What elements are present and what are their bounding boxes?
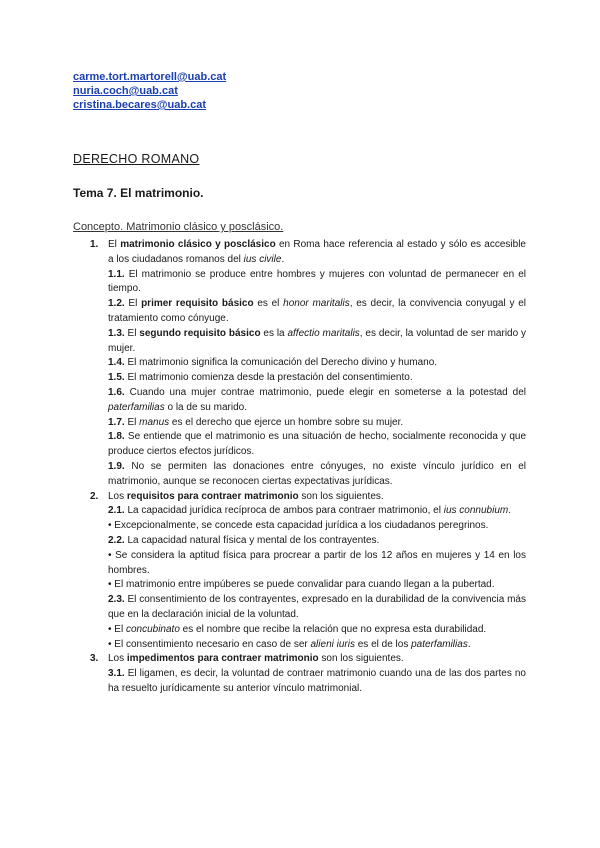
- text-run: paterfamilias: [411, 638, 468, 650]
- list-item-intro: [108, 238, 526, 268]
- text-run: manus: [139, 416, 170, 428]
- text-run: 1.2.: [108, 298, 125, 310]
- text-run: impedimentos para contraer matrimonio: [126, 653, 319, 665]
- text-run: en Roma hace referencia al estado y sólo es accesible a los ciudadanos romanos del: [108, 239, 526, 265]
- text-run: 2.2.: [108, 534, 125, 546]
- text-run: Se entiende que el matrimonio es una situación de hecho, socialmente reconocida y que produce ciertos efectos jurídicos.: [108, 431, 526, 458]
- text-run: El matrimonio comienza desde la prestación del consentimiento.: [124, 372, 413, 384]
- text-run: paterfamilias: [108, 401, 165, 413]
- text-run: 1.9.: [108, 460, 125, 472]
- text-run: • Excepcionalmente, se concede esta capacidad jurídica a los ciudadanos peregrinos.: [108, 520, 489, 532]
- sub-point: [108, 593, 526, 623]
- text-run: 1.6.: [108, 386, 125, 398]
- text-run: ius connubium: [443, 505, 509, 517]
- text-run: No se permiten las donaciones entre cónyuges, no existe vínculo jurídico en el matrimonio, aunque se reconocen ciertas expectativas jurídicas.: [108, 460, 526, 487]
- text-run: son los siguientes.: [298, 490, 384, 502]
- text-run: El matrimonio se produce entre hombres y mujeres con voluntad de permanecer en el tiempo.: [108, 268, 526, 295]
- sub-point: [108, 371, 526, 386]
- email-link[interactable]: carme.tort.martorell@uab.cat: [73, 71, 227, 83]
- text-run: La capacidad jurídica recíproca de ambos para contraer matrimonio, el: [124, 505, 444, 517]
- text-run: ius civile: [243, 253, 282, 265]
- text-run: Los: [108, 490, 127, 502]
- text-run: es el de los: [354, 638, 412, 650]
- text-run: 2.3.: [108, 594, 125, 606]
- text-run: El: [124, 416, 140, 428]
- text-run: 1.3.: [108, 327, 125, 339]
- list-item-1: [90, 238, 526, 490]
- text-run: matrimonio clásico y posclásico: [120, 239, 276, 250]
- text-run: affectio maritalis: [287, 327, 360, 339]
- topic-title: Tema 7. El matrimonio.: [73, 186, 204, 200]
- sub-point: [108, 460, 526, 490]
- text-run: requisitos para contraer matrimonio: [126, 490, 299, 502]
- text-run: 2.1.: [108, 505, 125, 517]
- sub-point: [108, 638, 526, 653]
- text-run: primer requisito básico: [141, 298, 254, 310]
- email-list: [73, 70, 226, 112]
- text-run: .: [508, 505, 512, 517]
- list-item-number: 2.: [90, 490, 99, 502]
- email-link[interactable]: nuria.coch@uab.cat: [73, 85, 178, 97]
- text-run: El: [124, 327, 140, 339]
- text-run: 1.7.: [108, 416, 125, 428]
- list-item-number: 1.: [90, 239, 99, 250]
- text-run: 1.8.: [108, 431, 125, 443]
- text-run: El: [108, 239, 121, 250]
- text-run: 1.4.: [108, 357, 125, 369]
- text-run: El matrimonio significa la comunicación del Derecho divino y humano.: [124, 357, 438, 369]
- sub-point: [108, 623, 526, 638]
- text-run: es el nombre que recibe la relación que no expresa esta durabilidad.: [179, 623, 487, 635]
- sub-point: [108, 578, 526, 593]
- sub-point: [108, 297, 526, 327]
- list-item-intro: [108, 490, 526, 505]
- text-run: son los siguientes.: [318, 653, 404, 665]
- text-run: Cuando una mujer contrae matrimonio, puede elegir en someterse a la potestad del: [124, 386, 526, 398]
- sub-point: [108, 386, 526, 416]
- text-run: La capacidad natural física y mental de los contrayentes.: [124, 534, 380, 546]
- sub-point: [108, 327, 526, 357]
- list-item-intro: [108, 652, 526, 667]
- section-heading: Concepto. Matrimonio clásico y posclásico.: [73, 221, 284, 233]
- sub-point: [108, 356, 526, 371]
- list-item-3: [90, 652, 526, 696]
- text-run: .: [467, 638, 471, 650]
- text-run: • El consentimiento necesario en caso de ser: [108, 638, 311, 650]
- text-run: 1.1.: [108, 268, 125, 280]
- text-run: segundo requisito básico: [139, 327, 261, 339]
- text-run: , es decir, la convivencia conyugal y el tratamiento como cónyuge.: [108, 298, 526, 324]
- list-item-2: [90, 490, 526, 653]
- text-run: concubinato: [125, 623, 180, 635]
- sub-point: [108, 534, 526, 549]
- text-run: , es decir, la voluntad de ser marido y mujer.: [108, 327, 527, 354]
- text-run: • El: [108, 623, 126, 635]
- sub-point: [108, 268, 526, 298]
- text-run: 1.5.: [108, 372, 125, 384]
- text-run: es el derecho que ejerce un hombre sobre su mujer.: [169, 416, 404, 428]
- sub-point: [108, 430, 526, 460]
- numbered-list: [90, 238, 526, 697]
- sub-point: [108, 504, 526, 519]
- text-run: honor maritalis: [283, 298, 350, 310]
- text-run: El consentimiento de los contrayentes, expresado en la durabilidad de la convivencia más que en la declaración inicial de la voluntad.: [108, 594, 526, 620]
- text-run: alieni iuris: [310, 638, 355, 650]
- email-link[interactable]: cristina.becares@uab.cat: [73, 99, 207, 111]
- text-run: Los: [108, 653, 127, 665]
- text-run: El ligamen, es decir, la voluntad de contraer matrimonio cuando una de las dos partes no ha resuelto jurídicamente su anterior vínculo matrimonial.: [108, 668, 526, 694]
- text-run: • El matrimonio entre impúberes se puede convalidar para cuando llegan a la pubertad.: [108, 579, 495, 591]
- list-item-number: 3.: [90, 653, 99, 665]
- sub-point: [108, 416, 526, 431]
- text-run: o la de su marido.: [164, 401, 247, 413]
- text-run: El: [124, 298, 142, 310]
- sub-point: [108, 667, 526, 697]
- sub-point: [108, 519, 526, 534]
- sub-point: [108, 549, 526, 579]
- text-run: es la: [260, 327, 288, 339]
- subject-heading: DERECHO ROMANO: [73, 152, 200, 166]
- text-run: • Se considera la aptitud física para procrear a partir de los 12 años en mujeres y 14 en los hombres.: [108, 549, 526, 576]
- text-run: 3.1.: [108, 668, 125, 680]
- text-run: es el: [253, 298, 284, 310]
- text-run: .: [281, 253, 285, 265]
